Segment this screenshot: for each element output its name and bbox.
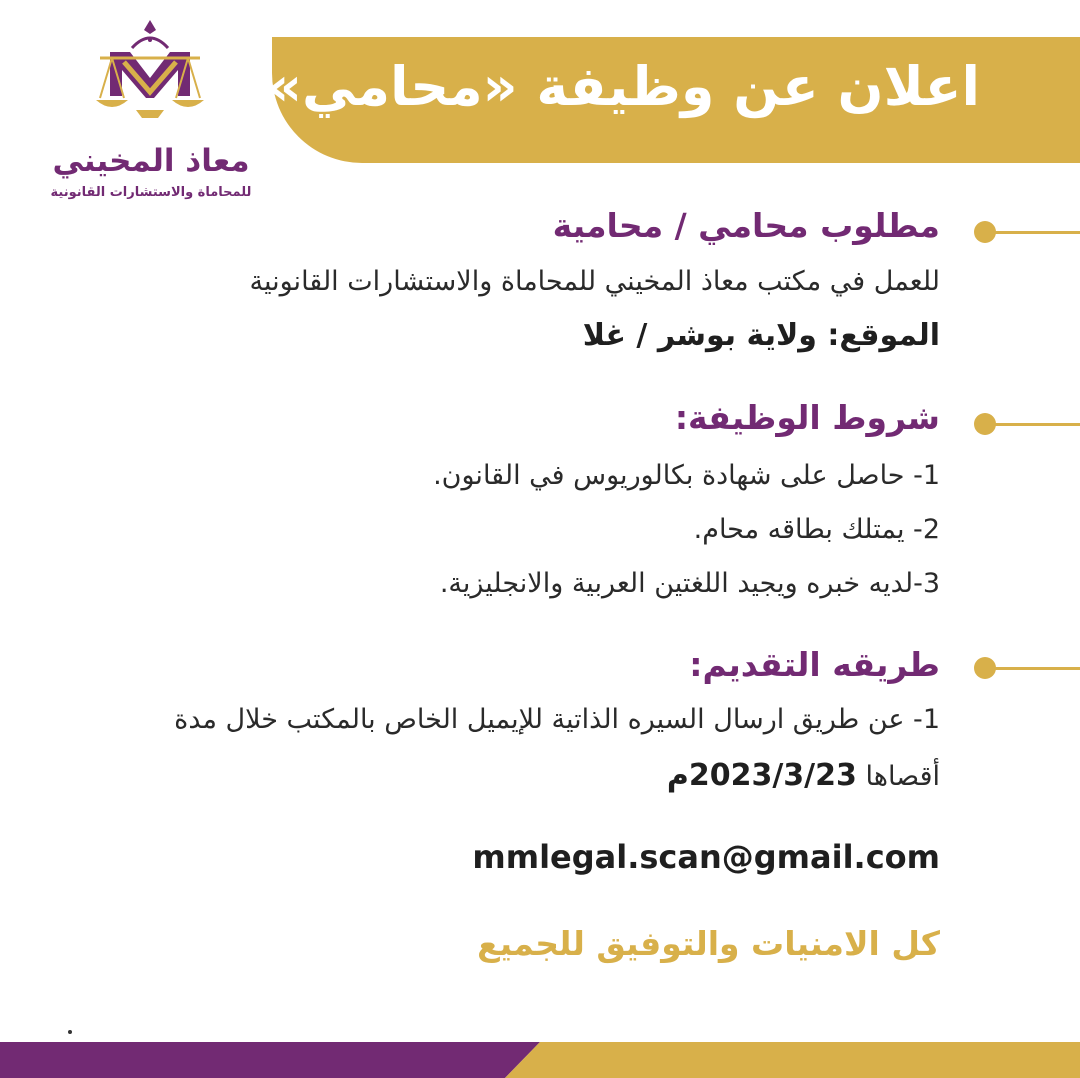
bullet-line — [984, 231, 1080, 234]
section-heading-requirements: شروط الوظيفة: — [674, 398, 940, 437]
contact-email[interactable]: mmlegal.scan@gmail.com — [472, 838, 940, 876]
bullet-line — [984, 423, 1080, 426]
closing-wishes: كل الامنيات والتوفيق للجميع — [477, 924, 940, 963]
section-heading-wanted: مطلوب محامي / محامية — [552, 206, 940, 245]
footer-stripe — [0, 1042, 1080, 1078]
bullet-dot-icon — [974, 221, 996, 243]
company-logo — [40, 18, 262, 198]
bullet-line — [984, 667, 1080, 670]
workplace-text: للعمل في مكتب معاذ المخيني للمحاماة والاستشارات القانونية — [249, 266, 940, 297]
page-title: اعلان عن وظيفة «محامي» — [267, 55, 980, 118]
deadline-prefix: أقصاها — [865, 761, 940, 792]
application-method-text: 1- عن طريق ارسال السيره الذاتية للإيميل الخاص بالمكتب خلال مدة — [174, 704, 940, 735]
bullet-dot-icon — [974, 657, 996, 679]
requirement-item: 1- حاصل على شهادة بكالوريوس في القانون. — [433, 460, 940, 491]
logo-company-name: معاذ المخيني — [52, 143, 250, 179]
requirement-item: 3-لديه خبره ويجيد اللغتين العربية والانجليزية. — [439, 568, 940, 599]
deadline-date: 2023/3/23م — [666, 758, 857, 793]
location-text: الموقع: ولاية بوشر / غلا — [582, 318, 940, 353]
deadline-line — [667, 758, 940, 794]
section-heading-application: طريقه التقديم: — [689, 645, 940, 684]
logo-company-subtitle: للمحاماة والاستشارات القانونية — [50, 185, 252, 200]
decorative-dot — [68, 1030, 72, 1034]
requirement-item: 2- يمتلك بطاقه محام. — [693, 514, 940, 545]
bullet-dot-icon — [974, 413, 996, 435]
scales-m-emblem-icon — [40, 18, 262, 148]
